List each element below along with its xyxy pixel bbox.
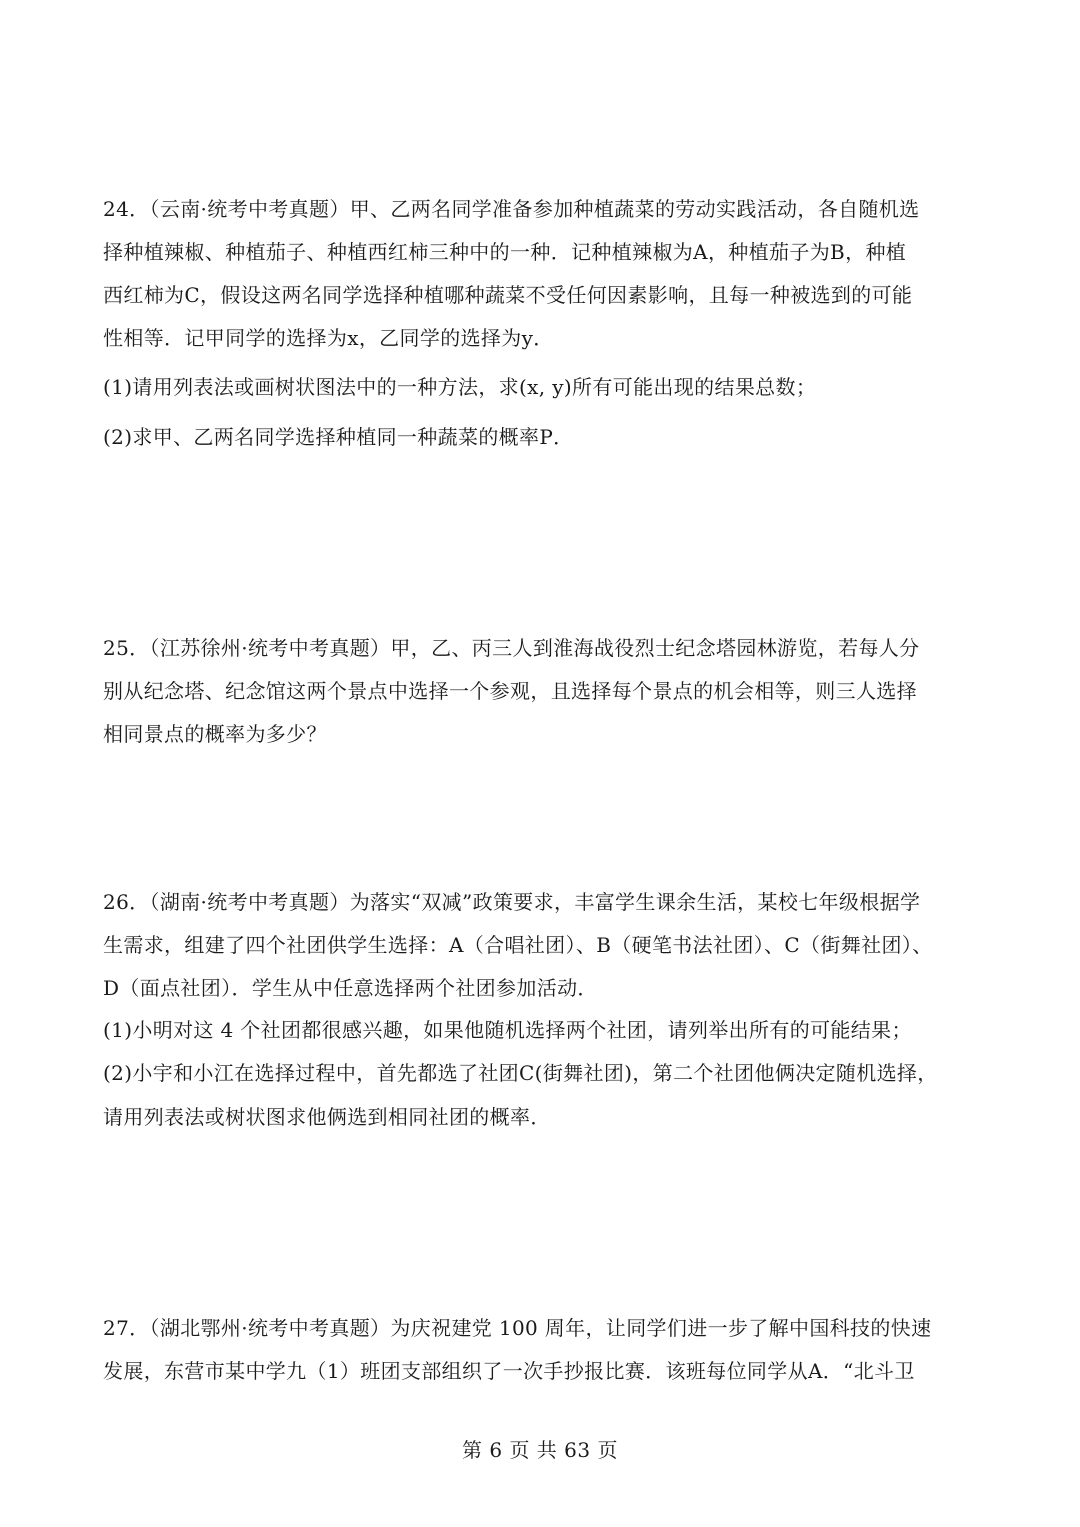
- q24-line-2: 择种植辣椒、种植茄子、种植西红柿三种中的一种．记种植辣椒为A，种植茄子为B，种植: [103, 240, 907, 264]
- q26-part-1: (1)小明对这 4 个社团都很感兴趣，如果他随机选择两个社团，请列举出所有的可能结果；: [103, 1018, 912, 1042]
- q24-line-1: 24．（云南·统考中考真题）甲、乙两名同学准备参加种植蔬菜的劳动实践活动，各自随机选: [103, 197, 920, 221]
- page-footer: 第 6 页 共 63 页: [462, 1438, 618, 1462]
- q24-line-3: 西红柿为C，假设这两名同学选择种植哪种蔬菜不受任何因素影响，且每一种被选到的可能: [103, 283, 913, 307]
- q26-part-2-cont: 请用列表法或树状图求他俩选到相同社团的概率．: [103, 1105, 551, 1129]
- q26-line-1: 26．（湖南·统考中考真题）为落实“双减”政策要求，丰富学生课余生活，某校七年级根据学: [103, 890, 921, 914]
- q27-line-2: 发展，东营市某中学九（1）班团支部组织了一次手抄报比赛．该班每位同学从A．“北斗卫: [103, 1359, 915, 1383]
- q26-line-3: D（面点社团）．学生从中任意选择两个社团参加活动．: [103, 976, 598, 1000]
- q26-part-2: (2)小宇和小江在选择过程中，首先都选了社团C(街舞社团)，第二个社团他俩决定随机选择，: [103, 1061, 938, 1085]
- q24-part-1: (1)请用列表法或画树状图法中的一种方法，求(x, y)所有可能出现的结果总数；: [103, 375, 817, 399]
- q26-line-2: 生需求，组建了四个社团供学生选择：A（合唱社团）、B（硬笔书法社团）、C（街舞社团）、: [103, 933, 933, 957]
- q24-part-2: (2)求甲、乙两名同学选择种植同一种蔬菜的概率P．: [103, 425, 574, 449]
- q25-line-2: 别从纪念塔、纪念馆这两个景点中选择一个参观，且选择每个景点的机会相等，则三人选择: [103, 679, 917, 703]
- q25-line-1: 25．（江苏徐州·统考中考真题）甲，乙、丙三人到淮海战役烈士纪念塔园林游览，若每人分: [103, 636, 920, 660]
- q24-line-4: 性相等．记甲同学的选择为x，乙同学的选择为y．: [103, 326, 554, 350]
- q27-line-1: 27．（湖北鄂州·统考中考真题）为庆祝建党 100 周年，让同学们进一步了解中国科技的快速: [103, 1316, 932, 1340]
- q25-line-3: 相同景点的概率为多少？: [103, 722, 327, 746]
